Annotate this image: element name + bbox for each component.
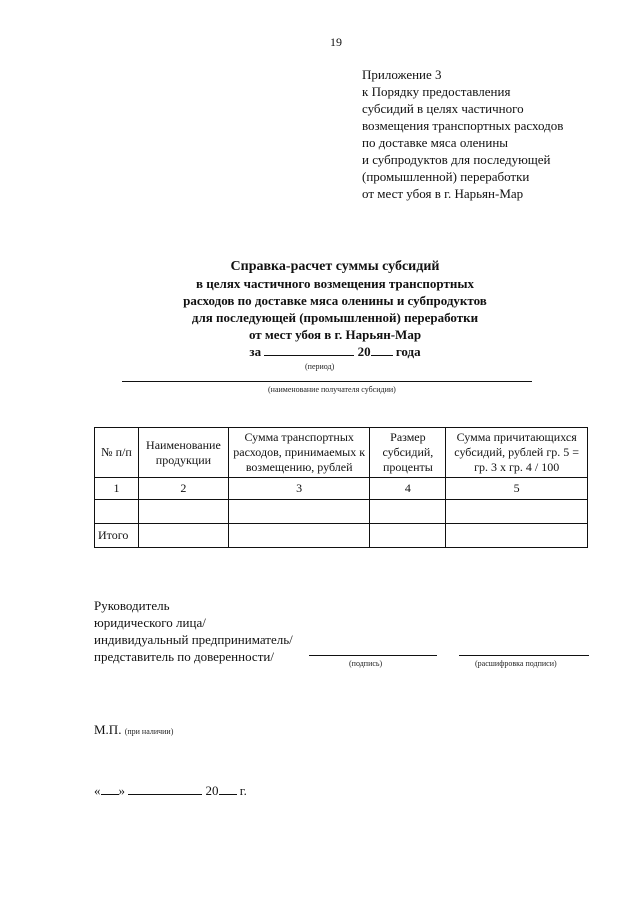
recipient-name-line (122, 381, 532, 382)
column-number: 5 (446, 478, 588, 500)
title-line: в целях частичного возмещения транспортных (196, 276, 474, 291)
year-suffix: года (395, 344, 421, 359)
period-prefix: за (249, 344, 262, 359)
table-cell (95, 500, 139, 524)
period-hint: (период) (305, 362, 335, 371)
date-close-quote: » (118, 783, 125, 798)
header-number: № п/п (95, 428, 139, 478)
header-product: Наименование продукции (138, 428, 228, 478)
appendix-line: возмещения транспортных расходов (362, 118, 564, 133)
total-row (95, 524, 588, 548)
period-line (150, 343, 520, 360)
appendix-line: субсидий в целях частичного (362, 101, 524, 116)
appendix-line: от мест убоя в г. Нарьян-Мар (362, 186, 524, 201)
date-year-prefix: 20 (205, 783, 219, 798)
column-number: 3 (228, 478, 370, 500)
appendix-line: по доставке мяса оленины (362, 135, 509, 150)
column-number: 1 (95, 478, 139, 500)
header-subsidy-amount: Сумма причитающихся субсидий, рублей гр. 5 = гр. 3 х гр. 4 / 100 (446, 428, 588, 478)
table-cell (228, 524, 370, 548)
appendix-line: и субпродуктов для последующей (362, 152, 551, 167)
recipient-hint: (наименование получателя субсидии) (268, 385, 396, 394)
date-line (94, 783, 247, 799)
table-cell (138, 500, 228, 524)
signature-hint: (подпись) (349, 659, 383, 668)
title-line: для последующей (промышленной) переработки (191, 310, 479, 325)
column-number: 2 (138, 478, 228, 500)
stamp-label: М.П. (94, 722, 122, 737)
title-main: Справка-расчет суммы субсидий (230, 259, 440, 274)
date-year-suffix: г. (239, 783, 247, 798)
table-cell (228, 500, 370, 524)
table-cell (370, 500, 446, 524)
appendix-block (362, 66, 563, 202)
year-prefix: 20 (357, 344, 371, 359)
table-cell (370, 524, 446, 548)
header-transport-costs: Сумма транспортных расходов, принимаемых к возмещению, рублей (228, 428, 370, 478)
signature-decoding-hint: (расшифровка подписи) (475, 659, 557, 668)
signatory-line: юридического лица/ (94, 615, 206, 630)
table-header-row (95, 428, 588, 478)
document-title (150, 258, 520, 360)
appendix-line: к Порядку предоставления (362, 84, 511, 99)
title-line: от мест убоя в г. Нарьян-Мар (248, 327, 422, 342)
date-open-quote: « (94, 783, 101, 798)
signatory-block (94, 597, 293, 665)
appendix-line: (промышленной) переработки (362, 169, 530, 184)
period-blank (264, 343, 354, 356)
total-label: Итого (95, 524, 139, 548)
stamp-placeholder (94, 722, 173, 738)
table-cell (446, 500, 588, 524)
signature-line (309, 655, 437, 656)
signatory-line: Руководитель (94, 598, 170, 613)
table-cell (138, 524, 228, 548)
date-year-blank (219, 783, 237, 795)
title-line: расходов по доставке мяса оленины и субпродуктов (183, 293, 487, 308)
signature-decoding-line (459, 655, 589, 656)
column-number-row (95, 478, 588, 500)
day-blank (101, 783, 119, 795)
header-subsidy-rate: Размер субсидий, проценты (370, 428, 446, 478)
column-number: 4 (370, 478, 446, 500)
year-blank (371, 343, 393, 356)
page-number: 19 (330, 35, 342, 49)
month-blank (128, 783, 202, 795)
signatory-line: индивидуальный предприниматель/ (94, 632, 293, 647)
appendix-line: Приложение 3 (362, 67, 442, 82)
table-cell (446, 524, 588, 548)
calculation-table (94, 427, 588, 548)
stamp-hint: (при наличии) (124, 727, 174, 736)
signatory-line: представитель по доверенности/ (94, 649, 274, 664)
table-row (95, 500, 588, 524)
